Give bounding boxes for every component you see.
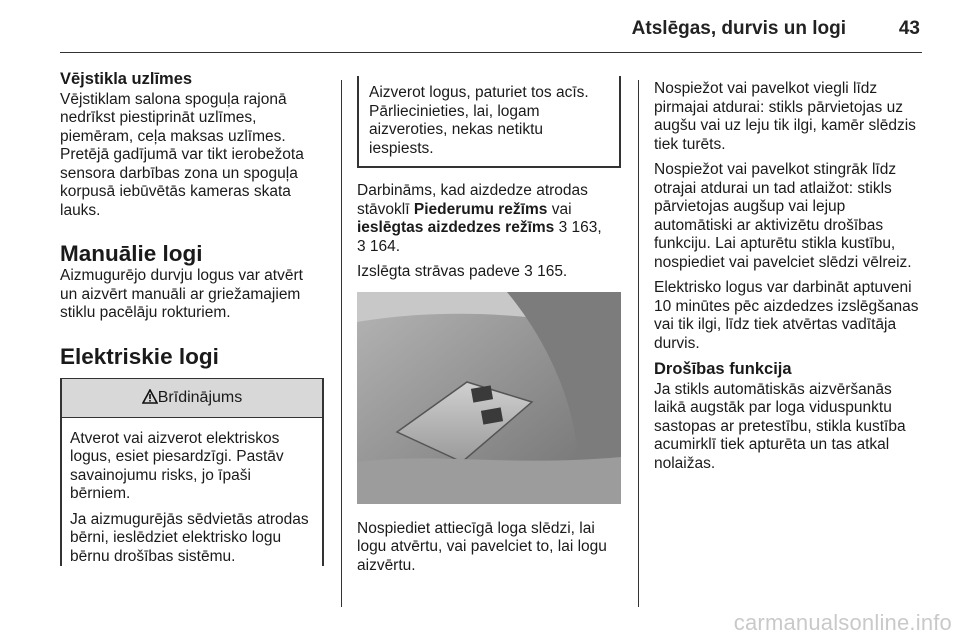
heading-safety-function: Drošības funkcija [654, 360, 792, 378]
photo-caption: Nospiediet attiecīgā loga slēdzi, lai logu atvērtu, vai pavelciet to, lai logu aizvērtu. [357, 519, 607, 574]
mode-accessory: Piederumu režīms [413, 200, 548, 218]
paragraph-windshield: Vējstiklam salona spoguļa rajonā nedrīkst piestiprināt uzlīmes, piemēram, ceļa maksas uzlīmes. Pretējā gadījumā var tikt ierobežota sensora darbības zona un spoguļa korpusā iebūvētās kameras skata lauks. [60, 90, 304, 219]
column-3 [654, 80, 922, 480]
warning-triangle-icon [142, 389, 158, 404]
warning-paragraph-1: Atverot vai aizverot elektriskos logus, esiet piesardzīgi. Pastāv savainojumu risks, jo īpaši bērniem. [70, 429, 284, 502]
paragraph-manual-windows: Aizmugurējo durvju logus var atvērt un aizvērt manuāli ar griežamajiem stiklu pacēlāju rokturiem. [60, 267, 303, 321]
paragraph-safety-function: Ja stikls automātiskās aizvēršanās laikā augstāk par loga viduspunktu sastopas ar pretestību, stikla kustība acumirklī tiek apturēta un tas atkal nolaižas. [654, 380, 906, 472]
warning-box-continued [357, 76, 621, 168]
paragraph-second-stop: Nospiežot vai pavelkot stingrāk līdz otrajai atdurai un tad atlaižot: stikls pārvietojas augšup vai lejup automātiski ar aktivizētu drošības funkciju. Lai apturētu stikla kustību, nospiediet vai pavelciet slēdzi vēlreiz. [654, 161, 912, 271]
door-switch-illustration [357, 292, 621, 504]
paragraph-first-stop: Nospiežot vai pavelkot viegli līdz pirmajai atdurai: stikls pārvietojas uz augšu vai uz leju tik ilgi, kamēr slēdzis tiek turēts. [654, 80, 916, 153]
paragraph-operation [357, 182, 621, 256]
column-2 [357, 70, 621, 582]
operation-text-c: vai [547, 200, 572, 218]
mode-ignition-on: ieslēgtas aizdedzes režīms [357, 219, 555, 236]
heading-manual-windows: Manuālie logi [60, 241, 203, 266]
watermark: carmanualsonline.info [733, 610, 952, 635]
paragraph-after-ignition: Elektrisko logus var darbināt aptuveni 10 minūtes pēc aizdedzes izslēgšanas vai tik ilgi, līdz tiek atvērtas vadītāja durvis. [654, 279, 919, 352]
warning-title: Brīdinājums [157, 388, 243, 406]
page-ref-163: 3 163, [554, 219, 602, 236]
heading-electric-windows: Elektriskie logi [60, 343, 219, 369]
warning-paragraph-2: Ja aizmugurējās sēdvietās atrodas bērni, ieslēdziet elektrisko logu bērnu drošības sistēmu. [70, 510, 309, 565]
warning-body [62, 418, 322, 567]
heading-windshield-stickers: Vējstikla uzlīmes [60, 70, 193, 88]
warning-box [60, 378, 324, 567]
warning-header [62, 378, 322, 418]
note-text: Aizverot logus, paturiet tos acīs. Pārliecinieties, lai, logam aizveroties, nekas netiktu iespiests. [369, 84, 589, 157]
page-header [60, 0, 922, 53]
column-divider-2 [638, 80, 639, 607]
header-title: Atslēgas, durvis un logi [631, 18, 846, 39]
column-divider-1 [341, 80, 342, 607]
operation-text-a: Darbināms, kad aizdedze atrodas stāvoklī [357, 182, 588, 218]
window-switch-photo [357, 292, 621, 504]
page-ref-164: 3 164. [357, 237, 401, 255]
paragraph-power-off: Izslēgta strāvas padeve 3 165. [357, 263, 568, 280]
page-number: 43 [898, 18, 920, 39]
column-1 [60, 70, 324, 578]
